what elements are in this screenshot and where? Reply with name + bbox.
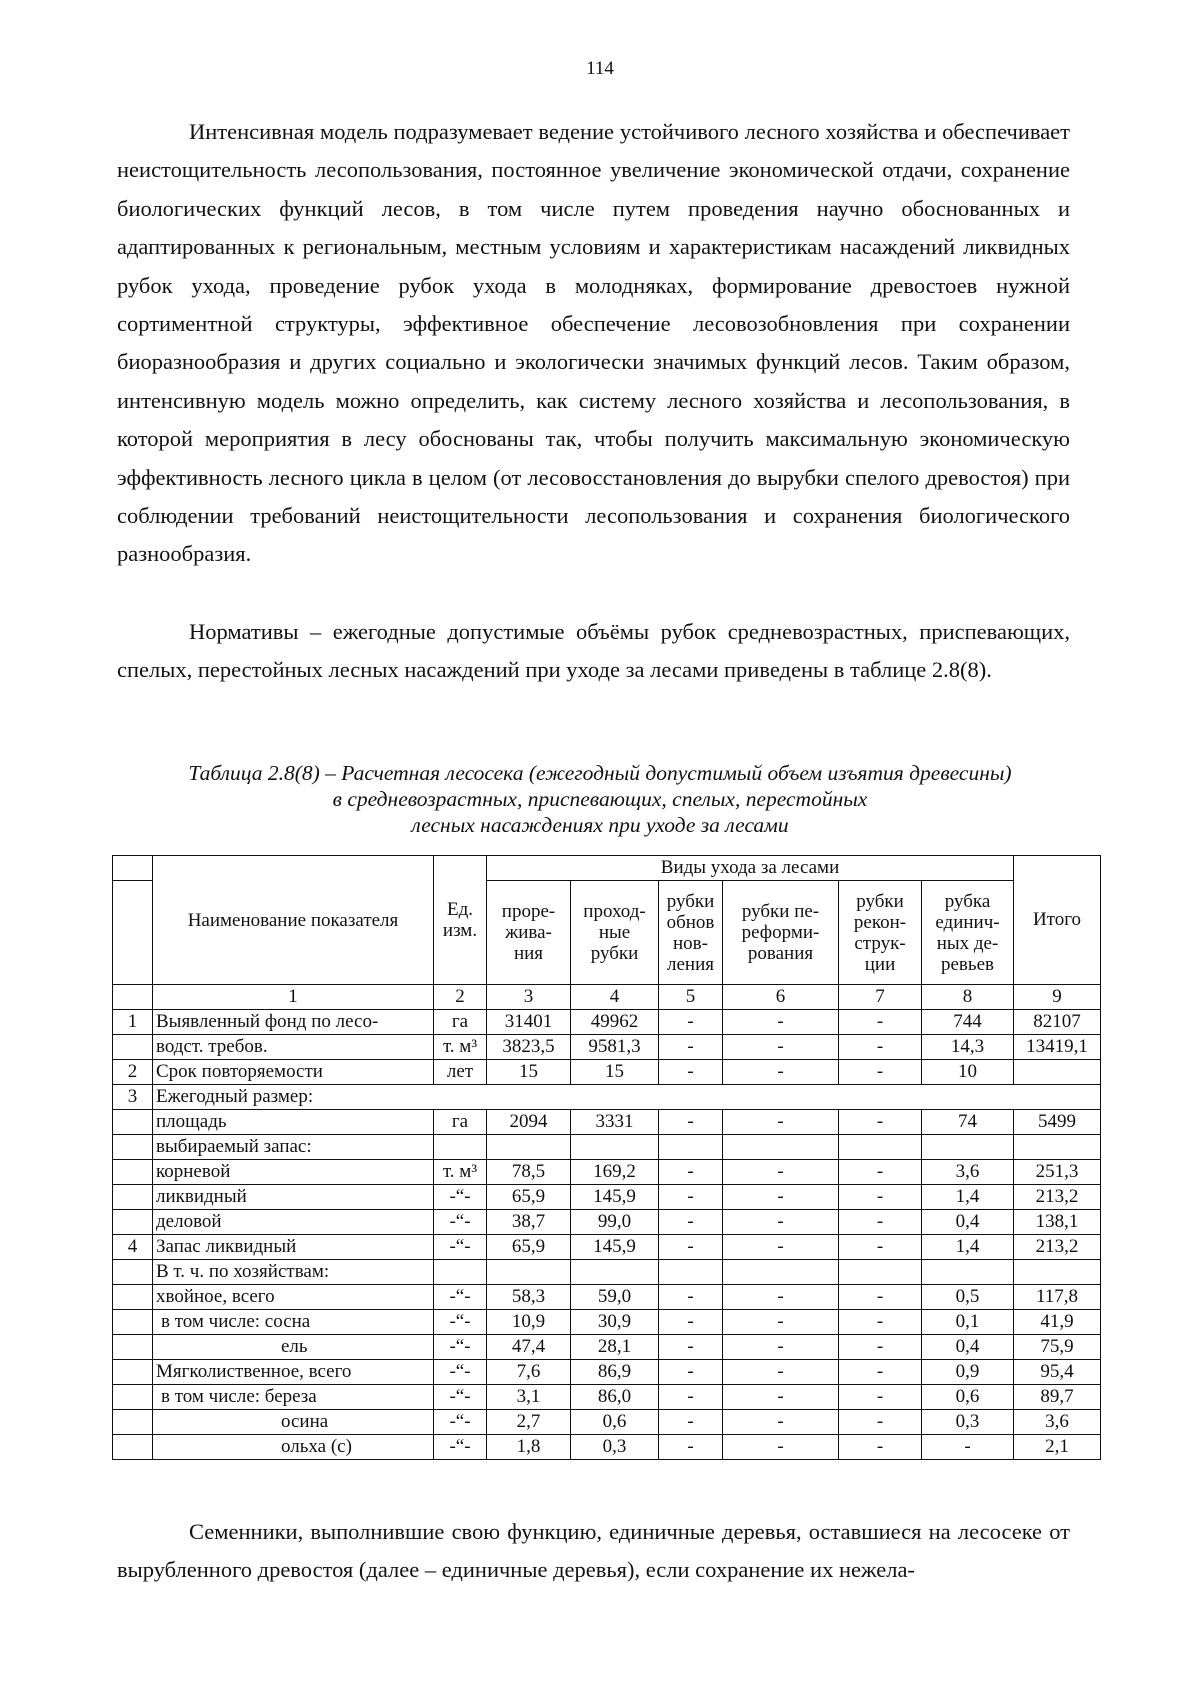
column-number: 1	[153, 985, 434, 1010]
row-value: 99,0	[571, 1210, 659, 1235]
row-value: 1,4	[922, 1185, 1014, 1210]
row-number	[113, 1210, 153, 1235]
row-value: -	[659, 1335, 723, 1360]
row-unit: -“-	[434, 1285, 487, 1310]
row-value: 13419,1	[1014, 1035, 1101, 1060]
table-row	[113, 1435, 1101, 1460]
row-indicator-name: Запас ликвидный	[153, 1235, 434, 1260]
row-value: 2,7	[487, 1410, 571, 1435]
row-value: -	[839, 1160, 922, 1185]
row-value: -	[723, 1360, 839, 1385]
row-value: -	[723, 1235, 839, 1260]
row-value: 1,8	[487, 1435, 571, 1460]
row-value: 74	[922, 1110, 1014, 1135]
row-value: 82107	[1014, 1010, 1101, 1035]
row-number	[113, 1285, 153, 1310]
row-value: -	[723, 1185, 839, 1210]
row-value: 145,9	[571, 1185, 659, 1210]
table-row	[113, 1285, 1101, 1310]
table-row	[113, 1185, 1101, 1210]
row-value: -	[839, 1010, 922, 1035]
table-row	[113, 1385, 1101, 1410]
row-unit: -“-	[434, 1335, 487, 1360]
row-number: 4	[113, 1235, 153, 1260]
table-row	[113, 1310, 1101, 1335]
table-row	[113, 1085, 1101, 1110]
table-row	[113, 1135, 1101, 1160]
row-indicator-name: Мягколиственное, всего	[153, 1360, 434, 1385]
row-value	[922, 1260, 1014, 1285]
row-value: 138,1	[1014, 1210, 1101, 1235]
row-value: -	[839, 1185, 922, 1210]
row-number: 1	[113, 1010, 153, 1035]
column-number: 8	[922, 985, 1014, 1010]
row-value: 7,6	[487, 1360, 571, 1385]
column-number: 2	[434, 985, 487, 1010]
row-value: -	[723, 1385, 839, 1410]
row-value: 2,1	[1014, 1435, 1101, 1460]
row-value	[1014, 1060, 1101, 1085]
row-value: -	[839, 1360, 922, 1385]
table-row	[113, 1235, 1101, 1260]
row-unit	[434, 1135, 487, 1160]
header-num-blank	[113, 881, 153, 985]
row-value: -	[839, 1110, 922, 1135]
row-value: 47,4	[487, 1335, 571, 1360]
table-caption	[100, 760, 1100, 838]
row-value: -	[839, 1035, 922, 1060]
row-value: 58,3	[487, 1285, 571, 1310]
row-value: -	[839, 1285, 922, 1310]
row-value: -	[839, 1385, 922, 1410]
row-value: -	[659, 1235, 723, 1260]
row-value: 213,2	[1014, 1185, 1101, 1210]
row-number	[113, 1135, 153, 1160]
row-number: 2	[113, 1060, 153, 1085]
row-value: 78,5	[487, 1160, 571, 1185]
table-row	[113, 1260, 1101, 1285]
row-value	[922, 1135, 1014, 1160]
header-renewal-cutting: рубки обнов нов- ления	[659, 881, 723, 985]
header-corner	[113, 856, 153, 881]
row-unit: га	[434, 1110, 487, 1135]
column-number-blank	[113, 985, 153, 1010]
row-value: 0,6	[571, 1410, 659, 1435]
row-value: 251,3	[1014, 1160, 1101, 1185]
row-number	[113, 1410, 153, 1435]
row-value: -	[839, 1310, 922, 1335]
column-number: 4	[571, 985, 659, 1010]
row-value: 89,7	[1014, 1385, 1101, 1410]
row-unit: -“-	[434, 1310, 487, 1335]
row-value: -	[723, 1010, 839, 1035]
caption-line-2: в средневозрастных, приспевающих, спелых, перестойных	[332, 787, 868, 811]
row-value: -	[659, 1060, 723, 1085]
row-value: -	[839, 1410, 922, 1435]
row-value	[723, 1260, 839, 1285]
row-value: -	[723, 1335, 839, 1360]
row-value: -	[659, 1285, 723, 1310]
row-value: -	[659, 1410, 723, 1435]
table-row	[113, 1410, 1101, 1435]
row-number	[113, 1260, 153, 1285]
row-value	[723, 1135, 839, 1160]
row-indicator-name: ольха (с)	[153, 1435, 434, 1460]
row-indicator-name: площадь	[153, 1110, 434, 1135]
header-passage-cutting: проход- ные рубки	[571, 881, 659, 985]
row-unit: -“-	[434, 1410, 487, 1435]
page-number: 114	[586, 58, 614, 79]
row-value: 10,9	[487, 1310, 571, 1335]
row-value: -	[659, 1010, 723, 1035]
row-value: -	[839, 1335, 922, 1360]
row-value: -	[659, 1185, 723, 1210]
row-number	[113, 1310, 153, 1335]
row-value: 28,1	[571, 1335, 659, 1360]
row-unit: -“-	[434, 1385, 487, 1410]
row-value	[487, 1135, 571, 1160]
row-value: -	[723, 1060, 839, 1085]
row-value: -	[659, 1110, 723, 1135]
row-value	[571, 1260, 659, 1285]
row-value: 0,3	[571, 1435, 659, 1460]
row-value: -	[723, 1160, 839, 1185]
row-unit: т. м³	[434, 1160, 487, 1185]
row-number	[113, 1435, 153, 1460]
row-number	[113, 1335, 153, 1360]
row-value: 41,9	[1014, 1310, 1101, 1335]
row-indicator-name: ликвидный	[153, 1185, 434, 1210]
row-value: 95,4	[1014, 1360, 1101, 1385]
header-total: Итого	[1014, 856, 1101, 985]
row-indicator-name: деловой	[153, 1210, 434, 1235]
row-unit: -“-	[434, 1185, 487, 1210]
header-care-types-group: Виды ухода за лесами	[487, 856, 1014, 881]
row-value: 145,9	[571, 1235, 659, 1260]
row-number	[113, 1160, 153, 1185]
row-value: -	[839, 1235, 922, 1260]
row-value	[659, 1260, 723, 1285]
row-value: 3,6	[922, 1160, 1014, 1185]
row-value: 2094	[487, 1110, 571, 1135]
row-unit: -“-	[434, 1435, 487, 1460]
table-row	[113, 1110, 1101, 1135]
row-value: -	[659, 1035, 723, 1060]
row-unit: -“-	[434, 1210, 487, 1235]
row-number	[113, 1360, 153, 1385]
column-number: 3	[487, 985, 571, 1010]
row-number: 3	[113, 1085, 153, 1110]
row-value: -	[659, 1160, 723, 1185]
row-value: 9581,3	[571, 1035, 659, 1060]
row-value: 0,4	[922, 1335, 1014, 1360]
row-value: -	[723, 1410, 839, 1435]
row-indicator-name: корневой	[153, 1160, 434, 1185]
row-value	[571, 1135, 659, 1160]
row-value: 65,9	[487, 1235, 571, 1260]
caption-line-3: лесных насаждениях при уходе за лесами	[411, 813, 789, 837]
row-indicator-name: выбираемый запас:	[153, 1135, 434, 1160]
row-indicator-name: Выявленный фонд по лесо-	[153, 1010, 434, 1035]
row-indicator-name: Ежегодный размер:	[153, 1085, 1101, 1110]
row-value: 49962	[571, 1010, 659, 1035]
column-number: 5	[659, 985, 723, 1010]
row-value	[839, 1260, 922, 1285]
row-value	[487, 1260, 571, 1285]
row-value: 0,6	[922, 1385, 1014, 1410]
header-single-tree-cutting: рубка единич- ных де- ревьев	[922, 881, 1014, 985]
row-value	[1014, 1135, 1101, 1160]
header-reformation-cutting: рубки пе- реформи- рования	[723, 881, 839, 985]
row-value: 0,3	[922, 1410, 1014, 1435]
table-header-row-1	[113, 856, 1101, 881]
row-value: -	[839, 1060, 922, 1085]
row-number	[113, 1110, 153, 1135]
table-row	[113, 1060, 1101, 1085]
row-value: 0,9	[922, 1360, 1014, 1385]
row-value: 31401	[487, 1010, 571, 1035]
row-value: 38,7	[487, 1210, 571, 1235]
row-value: 75,9	[1014, 1335, 1101, 1360]
row-value: 213,2	[1014, 1235, 1101, 1260]
row-value: 59,0	[571, 1285, 659, 1310]
row-value: 30,9	[571, 1310, 659, 1335]
paragraph-intensive-model: Интенсивная модель подразумевает ведение устойчивого лесного хозяйства и обеспечивает неистощительность лесопользования, постоянное увеличение экономической отдачи, сохранение биологических функций лесов, в том числе путем проведения научно обоснованных и адаптированных к региональным, местным условиям и характеристикам насаждений ликвидных рубок ухода, проведение рубок ухода в молодняках, формирование древостоев нужной сортиментной структуры, эффективное обеспечение лесовозобновления при сохранении биоразнообразия и других социально и экологически значимых функций лесов. Таким образом, интенсивную модель можно определить, как систему лесного хозяйства и лесопользования, в которой мероприятия в лесу обоснованы так, чтобы получить максимальную экономическую эффективность лесного цикла в целом (от лесовосстановления до вырубки спелого древостоя) при соблюдении требований неистощительности лесопользования и сохранения биологического разнообразия.	[117, 119, 1070, 567]
row-value: -	[659, 1435, 723, 1460]
table-row	[113, 1335, 1101, 1360]
row-indicator-name: В т. ч. по хозяйствам:	[153, 1260, 434, 1285]
column-number: 9	[1014, 985, 1101, 1010]
column-number: 7	[839, 985, 922, 1010]
row-value: -	[723, 1285, 839, 1310]
row-value: -	[723, 1310, 839, 1335]
row-unit	[434, 1260, 487, 1285]
row-indicator-name: Срок повторяемости	[153, 1060, 434, 1085]
table-row	[113, 1035, 1101, 1060]
row-value: -	[922, 1435, 1014, 1460]
row-value: 169,2	[571, 1160, 659, 1185]
row-value: 1,4	[922, 1235, 1014, 1260]
header-reconstruction-cutting: рубки рекон- струк- ции	[839, 881, 922, 985]
header-unit: Ед. изм.	[434, 856, 487, 985]
row-value: -	[723, 1210, 839, 1235]
row-value	[1014, 1260, 1101, 1285]
row-value: -	[723, 1035, 839, 1060]
row-indicator-name: в том числе: сосна	[153, 1310, 434, 1335]
row-value: -	[659, 1210, 723, 1235]
row-value: -	[659, 1310, 723, 1335]
row-indicator-name: водст. требов.	[153, 1035, 434, 1060]
row-unit: -“-	[434, 1235, 487, 1260]
row-value: 86,0	[571, 1385, 659, 1410]
row-value: -	[839, 1210, 922, 1235]
row-number	[113, 1035, 153, 1060]
row-value: -	[839, 1435, 922, 1460]
row-value: 3,6	[1014, 1410, 1101, 1435]
header-thinning: проре- жива- ния	[487, 881, 571, 985]
table-row	[113, 1160, 1101, 1185]
row-indicator-name: хвойное, всего	[153, 1285, 434, 1310]
row-indicator-name: ель	[153, 1335, 434, 1360]
row-unit: т. м³	[434, 1035, 487, 1060]
column-number-row	[113, 985, 1101, 1010]
row-value: 0,1	[922, 1310, 1014, 1335]
row-value: 117,8	[1014, 1285, 1101, 1310]
row-value: 14,3	[922, 1035, 1014, 1060]
header-indicator-name: Наименование показателя	[153, 856, 434, 985]
row-value: 65,9	[487, 1185, 571, 1210]
row-value: 744	[922, 1010, 1014, 1035]
table-row	[113, 1010, 1101, 1035]
row-number	[113, 1385, 153, 1410]
row-value	[659, 1135, 723, 1160]
row-value: 15	[487, 1060, 571, 1085]
row-unit: га	[434, 1010, 487, 1035]
table-row	[113, 1360, 1101, 1385]
row-value: 5499	[1014, 1110, 1101, 1135]
row-indicator-name: осина	[153, 1410, 434, 1435]
row-indicator-name: в том числе: береза	[153, 1385, 434, 1410]
row-value: -	[659, 1360, 723, 1385]
paragraph-seed-trees: Семенники, выполнившие свою функцию, единичные деревья, оставшиеся на лесосеке от вырубленного древостоя (далее – единичные деревья), если сохранение их нежела-	[117, 1519, 1070, 1583]
row-value: -	[723, 1110, 839, 1135]
paragraph-norms: Нормативы – ежегодные допустимые объёмы рубок средневозрастных, приспевающих, спелых, перестойных лесных насаждений при уходе за лесами приведены в таблице 2.8(8).	[117, 619, 1070, 683]
row-value: 10	[922, 1060, 1014, 1085]
row-value: -	[723, 1435, 839, 1460]
row-unit: -“-	[434, 1360, 487, 1385]
allowable-cut-table	[112, 855, 1101, 1460]
row-value: 3823,5	[487, 1035, 571, 1060]
row-value: 0,5	[922, 1285, 1014, 1310]
row-value: 0,4	[922, 1210, 1014, 1235]
row-number	[113, 1185, 153, 1210]
row-unit: лет	[434, 1060, 487, 1085]
caption-line-1: Таблица 2.8(8) – Расчетная лесосека (ежегодный допустимый объем изъятия древесины)	[188, 761, 1012, 785]
row-value: -	[659, 1385, 723, 1410]
row-value: 3,1	[487, 1385, 571, 1410]
row-value: 15	[571, 1060, 659, 1085]
table-row	[113, 1210, 1101, 1235]
row-value: 3331	[571, 1110, 659, 1135]
row-value: 86,9	[571, 1360, 659, 1385]
row-value	[839, 1135, 922, 1160]
column-number: 6	[723, 985, 839, 1010]
